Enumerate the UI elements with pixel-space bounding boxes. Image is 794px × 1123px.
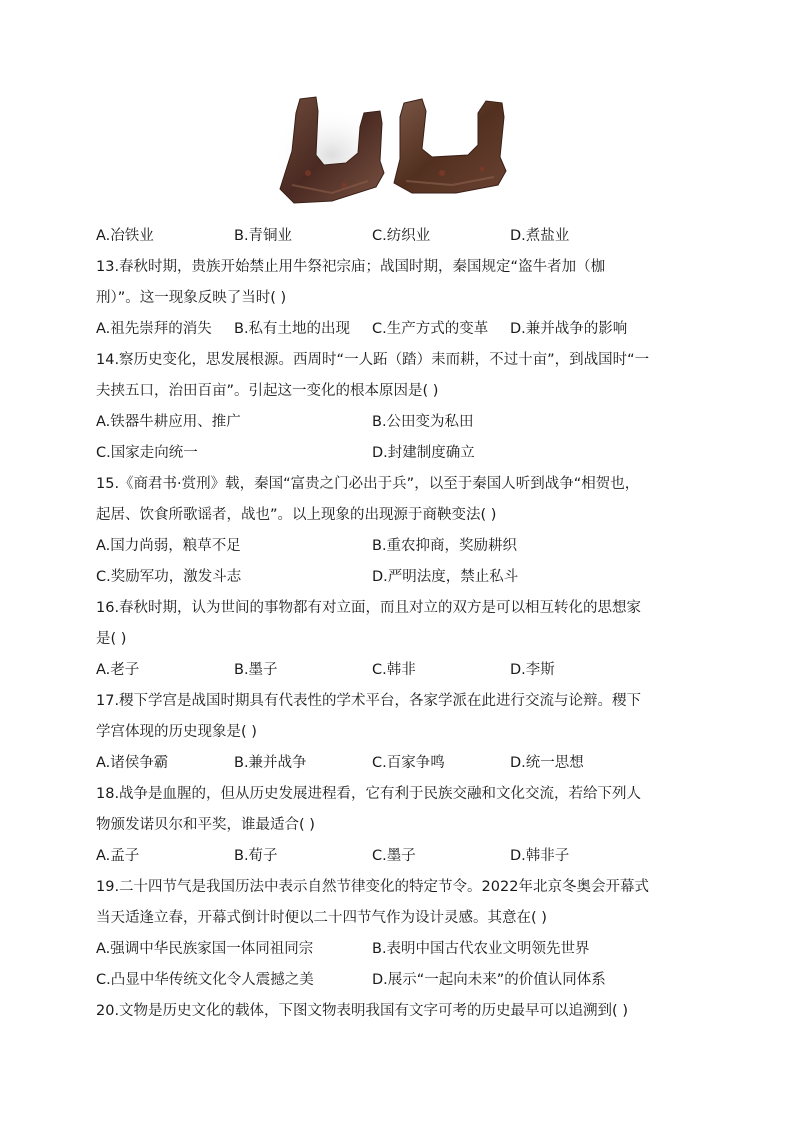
q19-option-c: C.凸显中华传统文化令人震撼之美	[96, 972, 314, 988]
q13-option-d: D.兼并战争的影响	[510, 321, 628, 337]
q16-option-b: B.墨子	[234, 662, 278, 678]
q13-stem-line-2: 刑）”。这一现象反映了当时( )	[96, 290, 287, 306]
q12-option-c: C.纺织业	[372, 228, 431, 244]
q18-option-c: C.墨子	[372, 848, 416, 864]
q16-option-c: C.韩非	[372, 662, 416, 678]
q18-option-b: B.荀子	[234, 848, 278, 864]
q19-stem-line-2: 当天适逢立春，开幕式倒计时便以二十四节气作为设计灵感。其意在( )	[96, 910, 547, 926]
q18-option-a: A.孟子	[96, 848, 140, 864]
q15-option-d: D.严明法度，禁止私斗	[372, 569, 519, 585]
q19-option-d: D.展示“一起向未来”的价值认同体系	[372, 972, 606, 988]
q14-option-b: B.公田变为私田	[372, 414, 474, 430]
q13-stem-line-1: 13.春秋时期，贵族开始禁止用牛祭祀宗庙；战国时期，秦国规定“盗牛者加（枷	[96, 259, 606, 275]
q15-option-b: B.重农抑商，奖励耕织	[372, 538, 518, 554]
q20-stem-line-1: 20.文物是历史文化的载体，下图文物表明我国有文字可考的历史最早可以追溯到( )	[96, 1003, 628, 1019]
q17-option-d: D.统一思想	[510, 755, 584, 771]
q13-option-c: C.生产方式的变革	[372, 321, 489, 337]
q15-option-a: A.国力尚弱，粮草不足	[96, 538, 241, 554]
q15-stem-line-2: 起居、饮食所歌谣者，战也”。以上现象的出现源于商鞅变法( )	[96, 507, 497, 523]
q17-stem-line-2: 学宫体现的历史现象是( )	[96, 724, 257, 740]
q17-stem-line-1: 17.稷下学宫是战国时期具有代表性的学术平台，各家学派在此进行交流与论辩。稷下	[96, 693, 642, 709]
q17-option-b: B.兼并战争	[234, 755, 307, 771]
q14-option-d: D.封建制度确立	[372, 445, 475, 461]
q12-option-b: B.青铜业	[234, 228, 293, 244]
q15-option-c: C.奖励军功，激发斗志	[96, 569, 242, 585]
q14-stem-line-2: 夫挟五口，治田百亩”。引起这一变化的根本原因是( )	[96, 383, 439, 399]
q18-stem-line-2: 物颁发诺贝尔和平奖，谁最适合( )	[96, 817, 315, 833]
q19-option-a: A.强调中华民族家国一体同祖同宗	[96, 941, 314, 957]
q14-option-a: A.铁器牛耕应用、推广	[96, 414, 241, 430]
q19-stem-line-1: 19.二十四节气是我国历法中表示自然节律变化的特定节令。2022年北京冬奥会开幕式	[96, 879, 649, 895]
q18-option-d: D.韩非子	[510, 848, 570, 864]
q13-option-b: B.私有土地的出现	[234, 321, 351, 337]
q18-stem-line-1: 18.战争是血腥的，但从历史发展进程看，它有利于民族交融和文化交流，若给下列人	[96, 786, 642, 802]
q17-option-c: C.百家争鸣	[372, 755, 445, 771]
iron-hoe-tools-icon	[272, 93, 512, 205]
q16-option-d: D.李斯	[510, 662, 555, 678]
iron-hoe-tools-image	[272, 93, 512, 205]
q15-stem-line-1: 15.《商君书·赏刑》载，秦国“富贵之门必出于兵”，以至于秦国人听到战争“相贺也，	[96, 476, 640, 492]
q12-option-a: A.冶铁业	[96, 228, 154, 244]
q14-stem-line-1: 14.察历史变化，思发展根源。西周时“一人跖（踏）耒而耕，不过十亩”，到战国时“一	[96, 352, 650, 368]
q13-option-a: A.祖先崇拜的消失	[96, 321, 212, 337]
q19-option-b: B.表明中国古代农业文明领先世界	[372, 941, 590, 957]
q14-option-c: C.国家走向统一	[96, 445, 198, 461]
q16-option-a: A.老子	[96, 662, 140, 678]
q17-option-a: A.诸侯争霸	[96, 755, 169, 771]
q12-option-d: D.煮盐业	[510, 228, 570, 244]
q16-stem-line-1: 16.春秋时期，认为世间的事物都有对立面，而且对立的双方是可以相互转化的思想家	[96, 600, 642, 616]
q16-stem-line-2: 是( )	[96, 631, 127, 647]
